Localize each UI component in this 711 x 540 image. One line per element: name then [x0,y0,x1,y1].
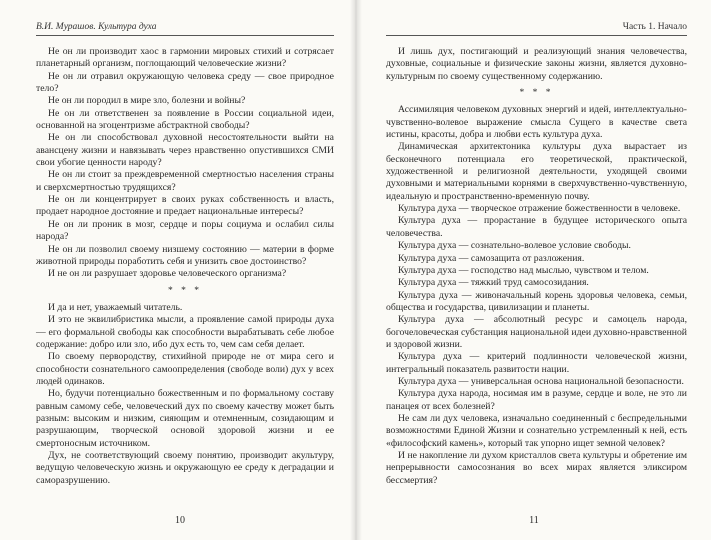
paragraph: И да и нет, уважаемый читатель. [48,301,183,313]
paragraph: Культура духа — живоначальный корень здоровья человека, семьи, общества и государства, цивилизации и планеты. [386,289,687,313]
paragraph: Ассимиляция человеком духовных энергий и идей, интеллектуально-чувственно-волевое выражение смысла Сущего в качестве света истины, красоты, добра и любви есть культура духа. [386,104,687,141]
paragraph: Не он ли производит хаос в гармонии мировых стихий и сотрясает планетарный организм, поглощающий человеческие жизни? [36,46,334,70]
paragraph: Культура духа — господство над мыслью, чувством и телом. [398,264,649,276]
page-number-left: 10 [175,515,185,526]
paragraph: Не он ли отравил окружающую человека среду — свое природное тело? [36,70,334,95]
left-page-body [36,46,334,487]
paragraph: Не сам ли дух человека, изначально соединенный с беспредельными возможностями Единой Жизни и сознательно устремленный к ней, есть «философский камень», который так упорно ищет земной человек? [386,412,687,449]
section-divider-stars: * * * [168,285,202,296]
paragraph: И лишь дух, постигающий и реализующий знания человечества, духовные, социальные и физические законы жизни, является духовно-культурным по своему существенному содержанию. [386,46,687,82]
paragraph: Не он ли стоит за преждевременной смертностью населения страны и сверхсмертностью трудящихся? [36,169,334,193]
paragraph: Но, будучи потенциально божественным и по формальному составу равным самому себе, человеческий дух по своему качеству может быть разным: высоким и низким, сияющим и отемненным, созидающим и разрушающим, творческой основой здоровой жизни и ее смертоносным источником. [36,388,334,449]
paragraph: Культура духа — самозащита от разложения. [398,252,585,264]
paragraph: Культура духа — творческое отражение божественности в человеке. [398,203,681,215]
right-page [356,0,711,540]
paragraph: Не он ли проник в мозг, сердце и поры социума и ослабил силы народа? [36,218,334,243]
paragraph: Культура духа — критерий подлинности человеческой жизни, интегральный показатель развитости нации. [386,351,687,375]
paragraph: Не он ли концентрирует в своих руках собственность и власть, продает народное достояние и предает национальные интересы? [36,194,334,218]
left-page [0,0,355,540]
paragraph: И это не эквилибристика мысли, а проявление самой природы духа — его формальной свободы как способности вырабатывать себе любое содержание: добро или зло, ибо дух есть то, чем сам себя делает. [36,314,334,350]
paragraph: И не он ли разрушает здоровье человеческого организма? [48,268,287,280]
running-header-left: В.И. Мурашов. Культура духа [36,22,334,36]
paragraph: Дух, не соответствующий своему понятию, производит акультуру, ведущую человеческую жизнь и окружающую ее среду к деградации и саморазрушению. [36,450,334,486]
paragraph: Динамическая архитектоника культуры духа вырастает из бесконечного потенциала его теоретической, практической, художественной и религиозной деятельности, уходящей своими духовными и материальными корнями в сверхчувственно-чувственную, идеальную и пространственно-временную почву. [386,141,687,202]
paragraph: Культура духа — абсолютный ресурс и самоцель народа, богочеловеческая субстанция национальной идеи духовно-нравственной и здоровой жизни. [386,314,687,350]
paragraph: По своему первородству, стихийной природе не от мира сего и способности сознательного самоопределения (свободе воли) дух у всех людей одинаков. [36,351,334,387]
paragraph: Не он ли породил в мире зло, болезни и войны? [48,95,246,107]
section-divider-stars: * * * [519,88,554,99]
running-header-right: Часть 1. Начало [386,22,687,36]
paragraph: Культура духа — прорастание в будущее исторического опыта человечества. [386,215,687,239]
paragraph: Культура духа народа, носимая им в разуме, сердце и воле, не это ли панацея от всех болезней? [386,388,687,412]
paragraph: Культура духа — сознательно-волевое условие свободы. [398,240,631,252]
paragraph: Не он ли ответственен за появление в России социальной идеи, основанной на эгоцентризме абстрактной свободы? [36,107,334,132]
paragraph: Культура духа — универсальная основа национальной безопасности. [398,375,684,387]
paragraph: Не он ли способствовал духовной несостоятельности выйти на авансцену жизни и навязывать через нравственно опустившихся СМИ свои убогие ценности народу? [36,132,334,169]
right-page-body [386,46,687,487]
paragraph: И не накопление ли духом кристаллов света культуры и обретение им непрерывности самосознания во всех мирах является эликсиром бессмертия? [386,450,687,486]
paragraph: Культура духа — тяжкий труд самосозидания. [398,277,589,289]
page-number-right: 11 [529,515,539,526]
paragraph: Не он ли позволил своему низшему состоянию — материи в форме животной природы поработить себя и унизить свое достоинство? [36,243,334,267]
